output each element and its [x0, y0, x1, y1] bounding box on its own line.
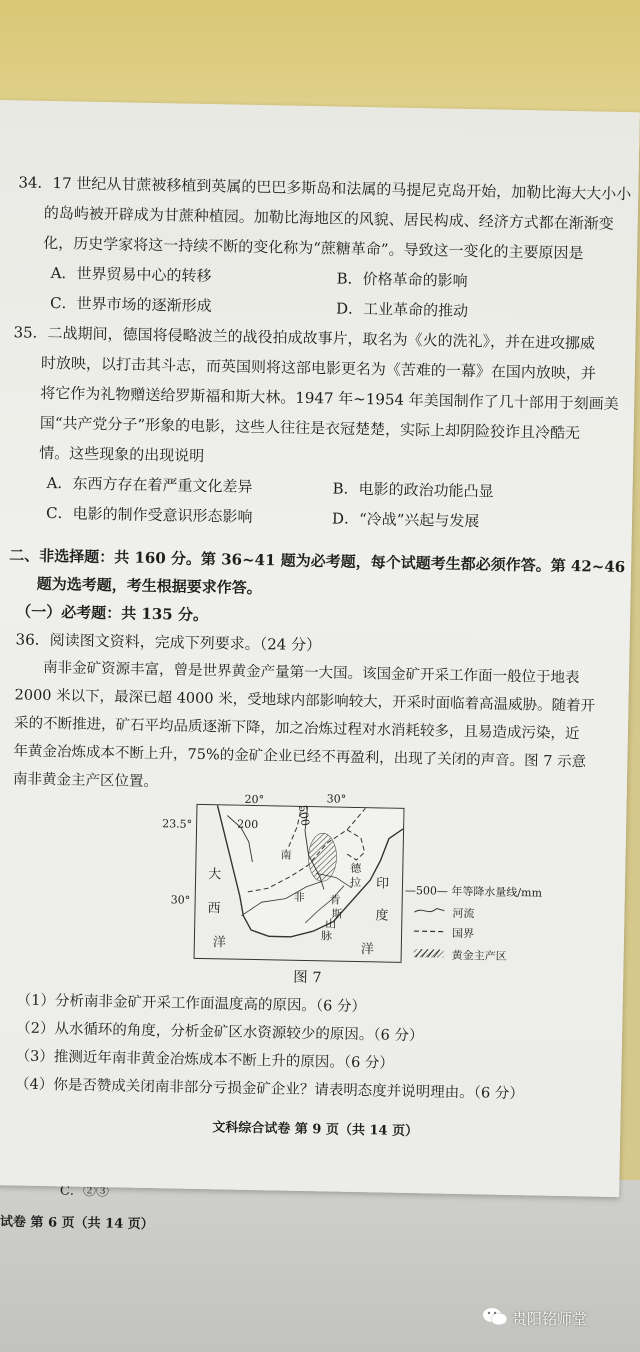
q34-option-b: B．价格革命的影响 — [336, 269, 468, 291]
q34-line-1: 34．17 世纪从甘蔗被移植到英属的巴巴多斯岛和法属的马提尼克岛开始，加勒比海大大小小 — [18, 173, 632, 204]
legend-river-icon — [412, 904, 446, 917]
q35-line-5: 情。这些现象的出现说明 — [39, 443, 205, 465]
legend-gold-icon — [412, 948, 446, 959]
q34-option-c: C．世界市场的逐渐形成 — [49, 294, 212, 316]
section2-line-1: 二、非选择题：共 160 分。第 36~41 题为必考题，每个试题考生都必须作答。第 42~46 — [9, 546, 626, 577]
legend-border-icon — [412, 926, 446, 937]
watermark-text: 贵阳铭师堂 — [512, 1310, 588, 1328]
under-page-option-c: C．②③ — [59, 1183, 110, 1200]
lon-label-30: 30° — [326, 792, 347, 806]
figure-caption: 图 7 — [293, 969, 322, 987]
q36-question-4: （4）你是否赞成关闭南非部分亏损金矿企业？请表明态度并说明理由。（6 分） — [14, 1076, 524, 1103]
q35-line-1: 35．二战期间，德国将侵略波兰的战役拍成故事片，取名为《火的洗礼》，并在进攻挪威 — [13, 323, 596, 353]
map-label-south: 南 — [280, 848, 292, 862]
q35-line-3: 将它作为礼物赠送给罗斯福和斯大林。1947 年~1954 年美国制作了几十部用于刻画美 — [40, 383, 619, 413]
legend-river: 河流 — [452, 906, 475, 921]
q34-line-3: 化，历史学家将这一持续不断的变化称为“蔗糖革命”。导致这一变化的主要原因是 — [43, 233, 584, 263]
q36-passage-2: 2000 米以下，最深已超 4000 米，受地球内部影响较大，开采时面临着高温威胁。随着开 — [14, 687, 596, 715]
q35-line-2: 时放映，以打击其斗志，而英国则将这部电影更名为《苦难的一幕》在国内放映，并 — [40, 353, 597, 383]
q34-option-a: A．世界贸易中心的转移 — [50, 264, 212, 286]
section2-required: （一）必考题：共 135 分。 — [16, 602, 209, 625]
q35-line-4: 国“共产党分子”形象的电影，这些人往往是衣冠楚楚，实际上却阴险狡诈且冷酷无 — [39, 413, 581, 443]
q36-passage-4: 年黄金冶炼成本不断上升，75%的金矿企业已经不再盈利，出现了关闭的声音。图 7 示意 — [13, 743, 587, 771]
contour-label-200: 200 — [237, 817, 259, 832]
map-label-drakens-4: 脉 — [320, 929, 333, 943]
under-page-footer: 试卷 第 6 页（共 14 页） — [0, 1214, 154, 1233]
map-label-atlantic-2: 西 — [207, 901, 221, 917]
q34-line-2: 的岛屿被开辟成为甘蔗种植园。加勒比海地区的风貌、居民构成、经济方式都在渐渐变 — [43, 203, 614, 233]
lat-label-23-5: 23.5° — [162, 817, 193, 831]
map-label-drakens-1: 肯 — [329, 893, 341, 907]
map-label-atlantic-1: 大 — [208, 867, 222, 883]
q36-question-1: （1）分析南非金矿开采工作面温度高的原因。（6 分） — [16, 992, 367, 1016]
page-footer: 文科综合试卷 第 9 页（共 14 页） — [212, 1120, 419, 1140]
q36-passage-3: 采的不断推进，矿石平均品质逐渐下降，加之冶炼过程对水消耗较多，且易造成污染，近 — [13, 715, 580, 743]
section2-line-2: 题为选考题，考生根据要求作答。 — [36, 574, 262, 598]
legend-gold: 黄金主产区 — [451, 948, 507, 963]
q36-passage-1: 南非金矿资源丰富，曾是世界黄金产量第一大国。该国金矿开采工作面一般位于地表 — [42, 659, 580, 687]
q35-option-c: C．电影的制作受意识形态影响 — [45, 503, 253, 526]
q34-option-d: D．工业革命的推动 — [335, 299, 469, 321]
contour-label-500: 500 — [295, 804, 312, 827]
map-label-indian-2: 度 — [375, 908, 389, 924]
map-label-africa: 非 — [293, 890, 305, 904]
q35-option-d: D．“冷战”兴起与发展 — [331, 509, 480, 531]
map-figure — [194, 804, 405, 963]
q35-option-a: A．东西方存在着严重文化差异 — [46, 473, 253, 496]
map-label-drakens-2: 斯 — [331, 907, 343, 921]
q36-question-2: （2）从水循环的角度，分析金矿区水资源较少的原因。（6 分） — [16, 1020, 424, 1045]
exam-page — [0, 100, 640, 1197]
map-label-atlantic-3: 洋 — [212, 935, 227, 951]
wechat-icon — [482, 1306, 508, 1328]
q36-question-3: （3）推测近年南非黄金冶炼成本不断上升的原因。（6 分） — [15, 1048, 395, 1072]
map-label-lesotho-1: 德 — [350, 861, 362, 876]
map-label-drakens-3: 山 — [325, 917, 337, 931]
map-label-lesotho-2: 拉 — [349, 875, 362, 890]
lon-label-20: 20° — [244, 792, 265, 807]
map-label-indian-3: 洋 — [360, 942, 374, 958]
lat-label-30: 30° — [170, 893, 191, 907]
map-label-indian-1: 印 — [375, 876, 390, 892]
q36-passage-5: 南非黄金主产区位置。 — [12, 771, 159, 791]
q36-title: 36．阅读图文资料，完成下列要求。（24 分） — [15, 630, 322, 655]
legend-isohyet: —500— 年等降水量线/mm — [404, 883, 543, 900]
q35-option-b: B．电影的政治功能凸显 — [332, 479, 494, 501]
legend-border: 国界 — [451, 926, 475, 941]
